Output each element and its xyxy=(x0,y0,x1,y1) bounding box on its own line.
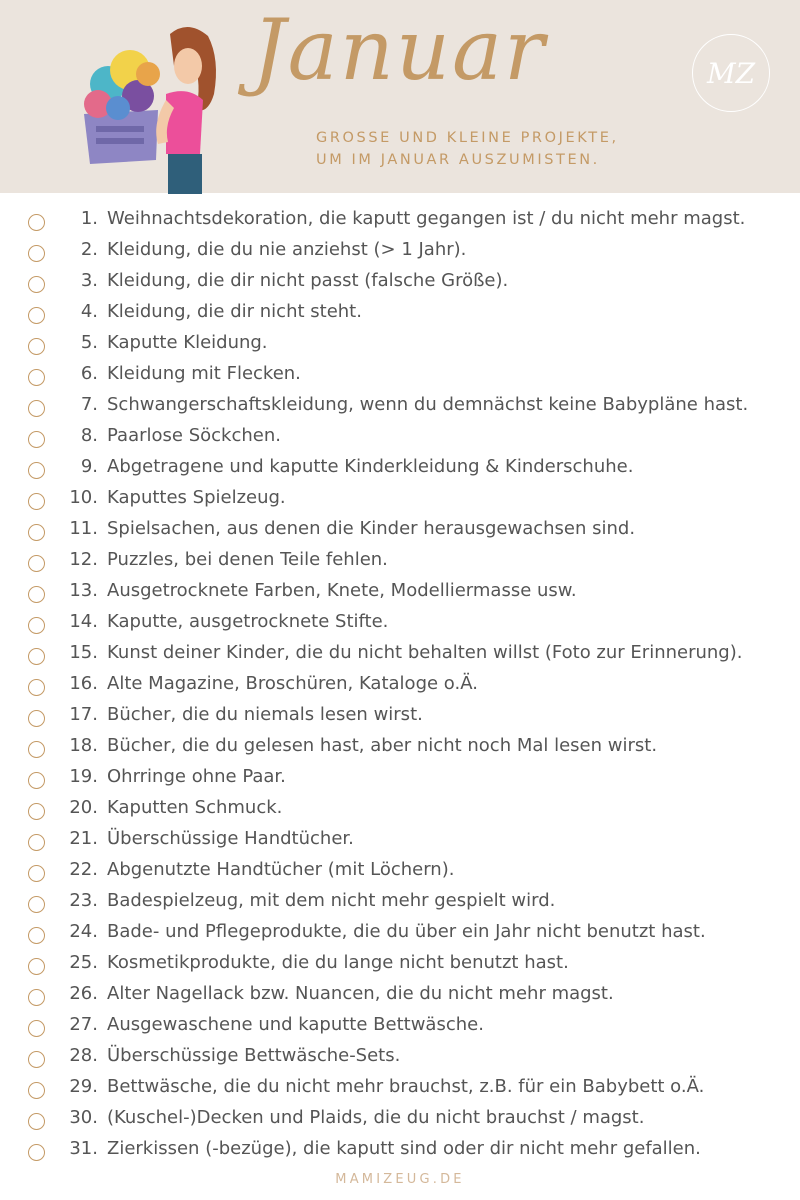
checklist-item xyxy=(0,607,800,638)
item-text: Schwangerschaftskleidung, wenn du demnächst keine Babypläne hast. xyxy=(107,394,749,415)
checklist-item xyxy=(0,917,800,948)
item-number: 20. xyxy=(69,797,98,818)
page-title: Januar xyxy=(252,1,547,99)
header-banner xyxy=(0,0,800,193)
item-number: 28. xyxy=(69,1045,98,1066)
item-text: Kaputtes Spielzeug. xyxy=(107,487,286,508)
item-text: Kleidung, die du nie anziehst (> 1 Jahr). xyxy=(107,239,467,260)
checkbox-circle-icon[interactable] xyxy=(28,307,45,324)
item-text: Bettwäsche, die du nicht mehr brauchst, z.B. für ein Babybett o.Ä. xyxy=(107,1076,705,1097)
item-number: 5. xyxy=(80,332,98,353)
item-text: Paarlose Söckchen. xyxy=(107,425,281,446)
checklist-item xyxy=(0,669,800,700)
item-text: Kunst deiner Kinder, die du nicht behalten willst (Foto zur Erinnerung). xyxy=(107,642,743,663)
mz-logo: MZ xyxy=(692,34,770,112)
item-text: Kleidung, die dir nicht steht. xyxy=(107,301,362,322)
item-number: 7. xyxy=(80,394,98,415)
item-number: 14. xyxy=(69,611,98,632)
item-number: 10. xyxy=(69,487,98,508)
subtitle-line-1: GROSSE UND KLEINE PROJEKTE, xyxy=(316,130,619,146)
item-number: 4. xyxy=(80,301,98,322)
checklist-item xyxy=(0,545,800,576)
checkbox-circle-icon[interactable] xyxy=(28,245,45,262)
checkbox-circle-icon[interactable] xyxy=(28,586,45,603)
item-number: 9. xyxy=(80,456,98,477)
checkbox-circle-icon[interactable] xyxy=(28,400,45,417)
item-number: 21. xyxy=(69,828,98,849)
item-number: 8. xyxy=(80,425,98,446)
checklist-item xyxy=(0,235,800,266)
checklist-item xyxy=(0,483,800,514)
item-number: 1. xyxy=(80,208,98,229)
item-text: Kleidung mit Flecken. xyxy=(107,363,301,384)
item-number: 11. xyxy=(69,518,98,539)
checklist-item xyxy=(0,328,800,359)
checkbox-circle-icon[interactable] xyxy=(28,710,45,727)
subtitle-line-2: UM IM JANUAR AUSZUMISTEN. xyxy=(316,152,600,168)
checkbox-circle-icon[interactable] xyxy=(28,958,45,975)
checkbox-circle-icon[interactable] xyxy=(28,1051,45,1068)
item-number: 23. xyxy=(69,890,98,911)
item-text: Alte Magazine, Broschüren, Kataloge o.Ä. xyxy=(107,673,478,694)
item-number: 24. xyxy=(69,921,98,942)
checklist-item xyxy=(0,390,800,421)
item-number: 15. xyxy=(69,642,98,663)
checklist-item xyxy=(0,855,800,886)
page-subtitle xyxy=(316,127,619,171)
item-text: Bücher, die du gelesen hast, aber nicht noch Mal lesen wirst. xyxy=(107,735,658,756)
checklist-item xyxy=(0,979,800,1010)
checkbox-circle-icon[interactable] xyxy=(28,896,45,913)
item-text: Ausgewaschene und kaputte Bettwäsche. xyxy=(107,1014,484,1035)
item-text: Alter Nagellack bzw. Nuancen, die du nicht mehr magst. xyxy=(107,983,614,1004)
checkbox-circle-icon[interactable] xyxy=(28,1020,45,1037)
checklist-item xyxy=(0,824,800,855)
item-number: 22. xyxy=(69,859,98,880)
item-text: Badespielzeug, mit dem nicht mehr gespielt wird. xyxy=(107,890,556,911)
checklist-item xyxy=(0,948,800,979)
item-number: 26. xyxy=(69,983,98,1004)
checklist-item xyxy=(0,793,800,824)
item-text: Bücher, die du niemals lesen wirst. xyxy=(107,704,423,725)
checklist xyxy=(0,204,800,1165)
checkbox-circle-icon[interactable] xyxy=(28,834,45,851)
checkbox-circle-icon[interactable] xyxy=(28,338,45,355)
item-number: 12. xyxy=(69,549,98,570)
checklist-item xyxy=(0,576,800,607)
item-text: Ausgetrocknete Farben, Knete, Modelliermasse usw. xyxy=(107,580,577,601)
checkbox-circle-icon[interactable] xyxy=(28,493,45,510)
item-number: 19. xyxy=(69,766,98,787)
item-number: 31. xyxy=(69,1138,98,1159)
checkbox-circle-icon[interactable] xyxy=(28,617,45,634)
checkbox-circle-icon[interactable] xyxy=(28,276,45,293)
checkbox-circle-icon[interactable] xyxy=(28,431,45,448)
item-text: Puzzles, bei denen Teile fehlen. xyxy=(107,549,388,570)
item-text: Kaputten Schmuck. xyxy=(107,797,283,818)
item-number: 18. xyxy=(69,735,98,756)
item-text: Kosmetikprodukte, die du lange nicht benutzt hast. xyxy=(107,952,569,973)
checklist-item xyxy=(0,1134,800,1165)
checklist-item xyxy=(0,204,800,235)
checkbox-circle-icon[interactable] xyxy=(28,803,45,820)
checkbox-circle-icon[interactable] xyxy=(28,1144,45,1161)
checklist-item xyxy=(0,452,800,483)
item-number: 17. xyxy=(69,704,98,725)
checklist-item xyxy=(0,886,800,917)
item-text: Kleidung, die dir nicht passt (falsche Größe). xyxy=(107,270,509,291)
checkbox-circle-icon[interactable] xyxy=(28,865,45,882)
item-text: Zierkissen (-bezüge), die kaputt sind oder dir nicht mehr gefallen. xyxy=(107,1138,701,1159)
checkbox-circle-icon[interactable] xyxy=(28,989,45,1006)
checklist-item xyxy=(0,1072,800,1103)
item-number: 3. xyxy=(80,270,98,291)
checkbox-circle-icon[interactable] xyxy=(28,1082,45,1099)
item-text: Überschüssige Bettwäsche-Sets. xyxy=(107,1045,401,1066)
item-text: Spielsachen, aus denen die Kinder herausgewachsen sind. xyxy=(107,518,636,539)
item-text: (Kuschel-)Decken und Plaids, die du nicht brauchst / magst. xyxy=(107,1107,645,1128)
checkbox-circle-icon[interactable] xyxy=(28,462,45,479)
item-text: Weihnachtsdekoration, die kaputt gegangen ist / du nicht mehr magst. xyxy=(107,208,746,229)
checkbox-circle-icon[interactable] xyxy=(28,679,45,696)
item-text: Abgenutzte Handtücher (mit Löchern). xyxy=(107,859,455,880)
checkbox-circle-icon[interactable] xyxy=(28,1113,45,1130)
checklist-item xyxy=(0,700,800,731)
item-text: Ohrringe ohne Paar. xyxy=(107,766,286,787)
item-number: 30. xyxy=(69,1107,98,1128)
item-text: Abgetragene und kaputte Kinderkleidung & Kinderschuhe. xyxy=(107,456,634,477)
checkbox-circle-icon[interactable] xyxy=(28,214,45,231)
item-number: 25. xyxy=(69,952,98,973)
checklist-item xyxy=(0,514,800,545)
checkbox-circle-icon[interactable] xyxy=(28,555,45,572)
checkbox-circle-icon[interactable] xyxy=(28,524,45,541)
checklist-item xyxy=(0,421,800,452)
checkbox-circle-icon[interactable] xyxy=(28,927,45,944)
item-text: Kaputte, ausgetrocknete Stifte. xyxy=(107,611,389,632)
checklist-item xyxy=(0,1103,800,1134)
item-number: 27. xyxy=(69,1014,98,1035)
checklist-item xyxy=(0,638,800,669)
checkbox-circle-icon[interactable] xyxy=(28,772,45,789)
checklist-item xyxy=(0,1041,800,1072)
checkbox-circle-icon[interactable] xyxy=(28,648,45,665)
checklist-item xyxy=(0,1010,800,1041)
checklist-item xyxy=(0,731,800,762)
item-number: 29. xyxy=(69,1076,98,1097)
checklist-item xyxy=(0,762,800,793)
item-text: Kaputte Kleidung. xyxy=(107,332,268,353)
checklist-item xyxy=(0,359,800,390)
item-text: Bade- und Pflegeprodukte, die du über ein Jahr nicht benutzt hast. xyxy=(107,921,706,942)
footer-brand: MAMIZEUG.DE xyxy=(335,1172,465,1187)
checkbox-circle-icon[interactable] xyxy=(28,369,45,386)
item-number: 6. xyxy=(80,363,98,384)
item-number: 16. xyxy=(69,673,98,694)
woman-with-laundry-basket-illustration xyxy=(78,14,228,194)
checklist-item xyxy=(0,297,800,328)
checkbox-circle-icon[interactable] xyxy=(28,741,45,758)
item-number: 2. xyxy=(80,239,98,260)
item-number: 13. xyxy=(69,580,98,601)
checklist-item xyxy=(0,266,800,297)
item-text: Überschüssige Handtücher. xyxy=(107,828,354,849)
